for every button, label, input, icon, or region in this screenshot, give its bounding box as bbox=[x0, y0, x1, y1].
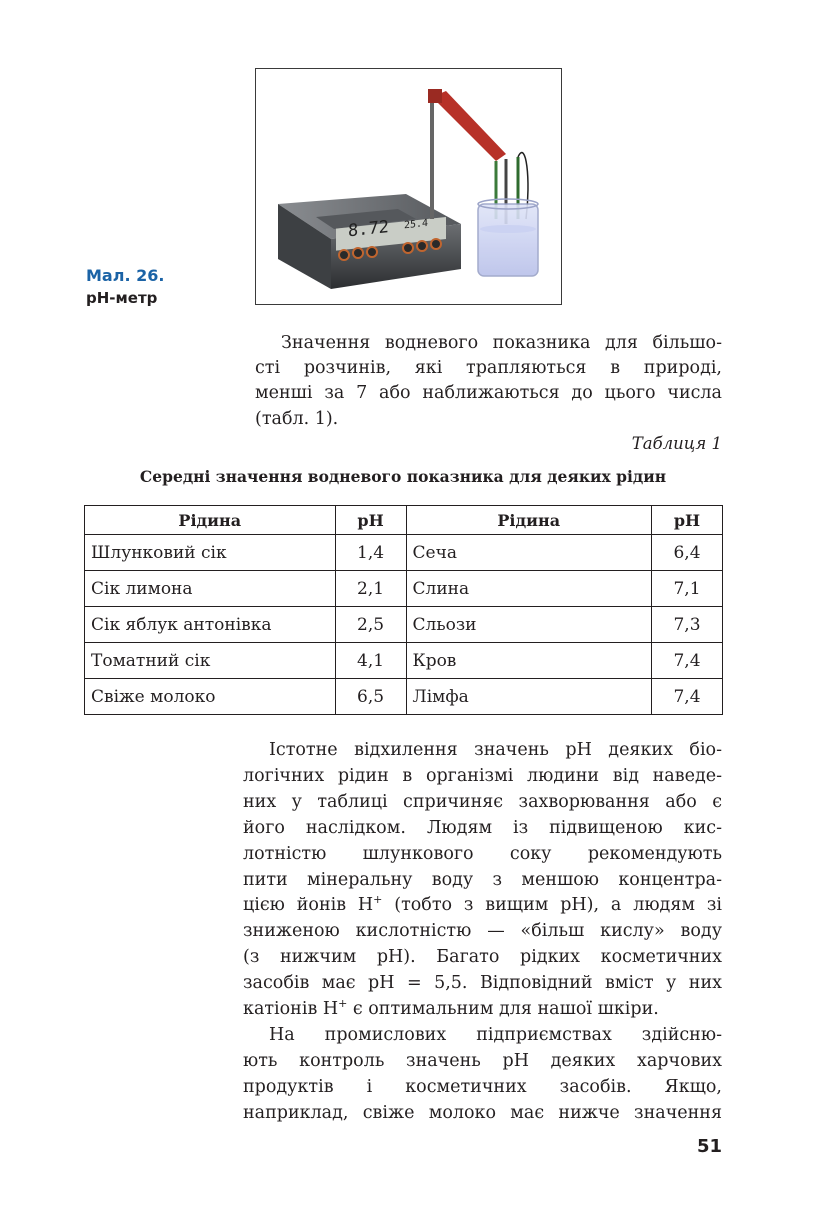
table-cell: Сеча bbox=[406, 535, 651, 571]
text-line: наприклад, свіже молоко має нижче значення bbox=[243, 1102, 722, 1123]
text-line: них у таблиці спричиняє захворювання або є bbox=[243, 791, 722, 812]
body-paragraph bbox=[243, 738, 722, 1127]
table-label: Таблиця 1 bbox=[631, 434, 722, 453]
column-header: pH bbox=[651, 506, 722, 535]
superscript: + bbox=[373, 893, 383, 907]
table-cell: Томатний сік bbox=[85, 643, 336, 679]
table-cell: 7,3 bbox=[651, 607, 722, 643]
table-row bbox=[85, 535, 723, 571]
display-ph: 8.72 bbox=[348, 217, 389, 242]
table-cell: Свіже молоко bbox=[85, 679, 336, 715]
figure-number: Мал. 26. bbox=[86, 266, 165, 285]
table-cell: 4,1 bbox=[335, 643, 406, 679]
text-segment: є оптимальним для нашої шкіри. bbox=[347, 999, 659, 1020]
text-line: пити мінеральну воду з меншою концентра- bbox=[243, 869, 722, 890]
table-cell: 7,4 bbox=[651, 643, 722, 679]
text-segment: цією йонів H bbox=[243, 895, 374, 916]
text-line bbox=[243, 893, 722, 919]
text-segment: (тобто з вищим pH), а людям зі bbox=[382, 895, 722, 916]
table-cell: 6,4 bbox=[651, 535, 722, 571]
table-cell: Шлунковий сік bbox=[85, 535, 336, 571]
table-row bbox=[85, 607, 723, 643]
text-line: сті розчинів, які трапляються в природі, bbox=[255, 358, 722, 379]
intro-paragraph bbox=[255, 331, 722, 432]
table-cell: Сльози bbox=[406, 607, 651, 643]
table-header-row bbox=[85, 506, 723, 535]
page-number: 51 bbox=[696, 1136, 722, 1157]
ph-meter-illustration bbox=[256, 69, 561, 304]
text-line: (табл. 1). bbox=[255, 408, 339, 429]
text-line: логічних рідин в організмі людини від наведе- bbox=[243, 765, 722, 786]
figure-caption: pH-метр bbox=[86, 289, 158, 307]
table-cell: 7,1 bbox=[651, 571, 722, 607]
text-segment: катіонів H bbox=[243, 999, 339, 1020]
ph-meter-figure bbox=[255, 68, 562, 305]
table-row bbox=[85, 679, 723, 715]
table-cell: Сік яблук антонівка bbox=[85, 607, 336, 643]
table-cell: 2,5 bbox=[335, 607, 406, 643]
column-header: Рідина bbox=[406, 506, 651, 535]
text-line: його наслідком. Людям із підвищеною кис- bbox=[243, 817, 722, 838]
text-line: ють контроль значень pH деяких харчових bbox=[243, 1050, 722, 1071]
text-line: засобів має pH = 5,5. Відповідний вміст у них bbox=[243, 973, 722, 994]
table-row bbox=[85, 571, 723, 607]
table-cell: Сік лимона bbox=[85, 571, 336, 607]
table-cell: Кров bbox=[406, 643, 651, 679]
text-line: Істотне відхилення значень pH деяких біо- bbox=[269, 740, 722, 760]
text-line: лотністю шлункового соку рекомендують bbox=[243, 843, 722, 864]
display-temp: 25.4 bbox=[404, 217, 429, 232]
text-line: (з нижчим pH). Багато рідких косметичних bbox=[243, 947, 722, 968]
beaker bbox=[478, 199, 538, 276]
text-line: зниженою кислотністю — «більш кислу» воду bbox=[243, 921, 722, 942]
column-header: Рідина bbox=[85, 506, 336, 535]
text-line bbox=[243, 997, 722, 1023]
table-cell: 1,4 bbox=[335, 535, 406, 571]
text-line: менші за 7 або наближаються до цього числа bbox=[255, 383, 722, 404]
text-line: Значення водневого показника для більшо- bbox=[281, 333, 722, 353]
text-line: продуктів і косметичних засобів. Якщо, bbox=[243, 1076, 722, 1097]
table-cell: 2,1 bbox=[335, 571, 406, 607]
ph-values-table bbox=[84, 505, 723, 715]
text-line: На промислових підприємствах здійсню- bbox=[269, 1024, 722, 1045]
table-cell: Лімфа bbox=[406, 679, 651, 715]
table-cell: 6,5 bbox=[335, 679, 406, 715]
table-title: Середні значення водневого показника для деяких рідин bbox=[139, 467, 667, 486]
column-header: pH bbox=[335, 506, 406, 535]
superscript: + bbox=[338, 997, 348, 1011]
table-cell: Слина bbox=[406, 571, 651, 607]
table-row bbox=[85, 643, 723, 679]
table-cell: 7,4 bbox=[651, 679, 722, 715]
